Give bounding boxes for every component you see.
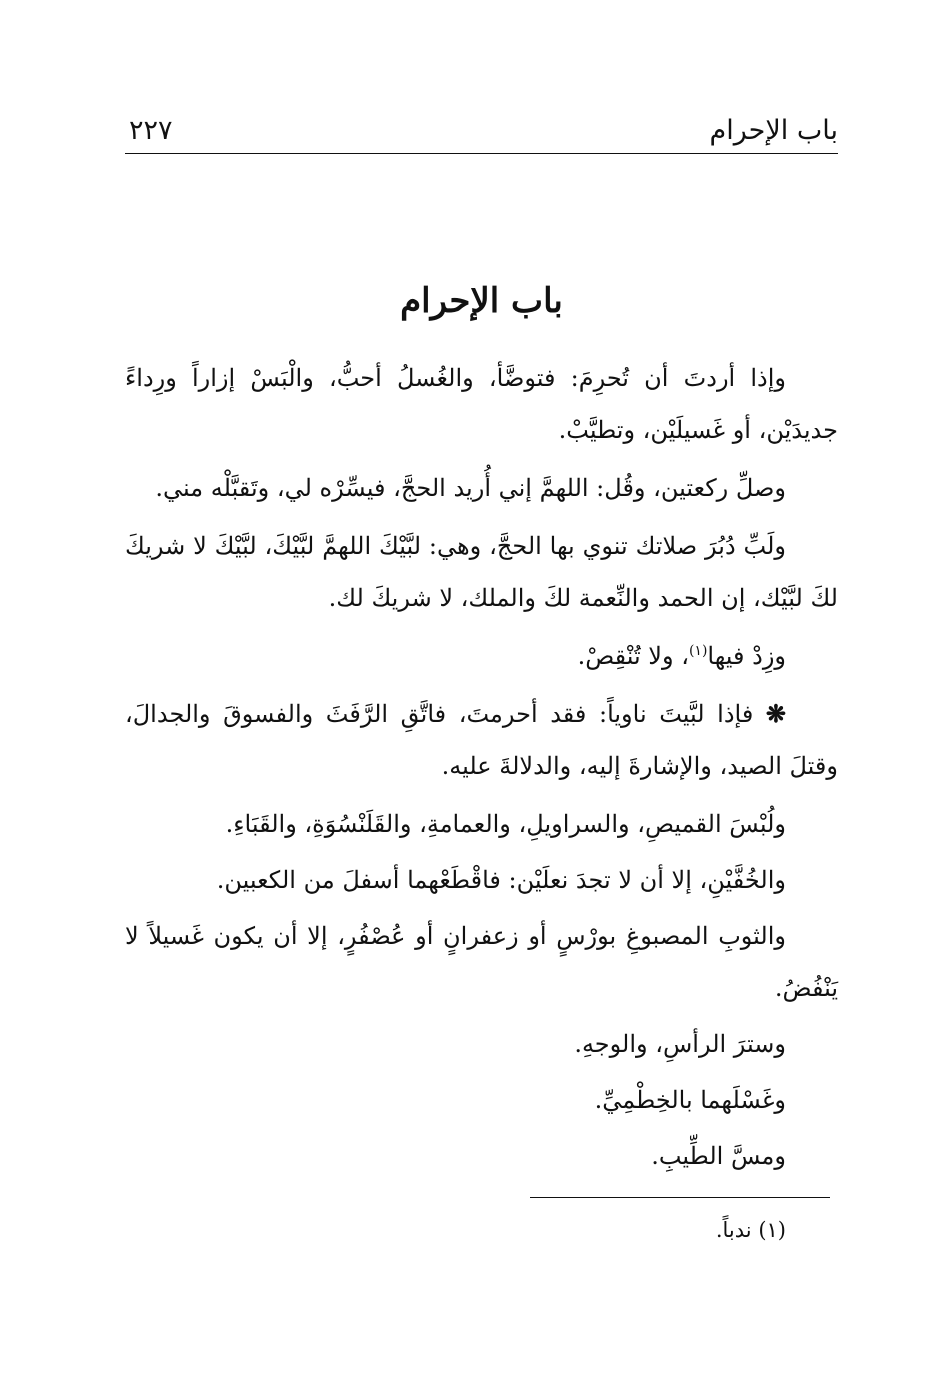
footnote-1: (١) ندباً.	[715, 1218, 786, 1242]
page-number: ٢٢٧	[129, 115, 173, 146]
running-title: باب الإحرام	[709, 115, 838, 146]
paragraph-ihram-preparation: وإذا أردتَ أن تُحرِمَ: فتوضَّأ، والغُسلُ أحبُّ، والْبَسْ إزاراً ورِداءً جديدَيْن، أو غَسيلَيْن، وتطيَّبْ.	[125, 364, 838, 444]
prohibition-perfume: ومسَّ الطِّيبِ.	[651, 1142, 786, 1170]
body-text	[125, 352, 838, 1186]
footnote-reference: (١)	[688, 643, 708, 659]
add-text: وزِدْ فيها	[707, 642, 786, 670]
prohibition-clothing: ولُبْسَ القميصِ، والسراويلِ، والعمامةِ، والقَلَنْسُوَةِ، والقَبَاءِ.	[225, 810, 786, 838]
paragraph-prayer-dua: وصلِّ ركعتين، وقُل: اللهمَّ إني أُريد الحجَّ، فيسِّرْه لي، وتَقبَّلْه مني.	[155, 474, 786, 502]
paragraph-after-talbiyah	[125, 688, 838, 792]
chapter-title: باب الإحرام	[400, 281, 563, 321]
prohibition-dyed-garment: والثوبِ المصبوغِ بورْسٍ أو زعفرانٍ أو عُصْفُرٍ، إلا أن يكون غَسيلاً لا يَنْفُضُ.	[125, 922, 838, 1002]
after-talbiyah-text: فإذا لبَّيتَ ناوياً: فقد أحرمتَ، فاتَّقِ الرَّفَثَ والفسوقَ والجدالَ، وقتلَ الصيد، والإشارةَ إليه، والدلالةَ عليه.	[125, 700, 838, 780]
paragraph-add-not-reduce	[125, 630, 838, 682]
prohibition-khuff: والخُفَّيْنِ، إلا أن لا تجدَ نعلَيْن: فاقْطَعْهما أسفلَ من الكعبين.	[216, 866, 786, 894]
prohibition-covering: وسترَ الرأسِ، والوجهِ.	[574, 1030, 786, 1058]
prohibition-khitmi: وغَسْلَهما بالخِطْمِيِّ.	[594, 1086, 786, 1114]
section-marker-icon: ❋	[765, 699, 786, 728]
footnote-divider	[530, 1197, 830, 1198]
add-text-end: ، ولا تُنْقِصْ.	[577, 642, 689, 670]
paragraph-talbiyah: ولَبِّ دُبُرَ صلاتك تنوي بها الحجَّ، وهي: لبَّيْكَ اللهمَّ لبَّيْكَ، لبَّيْكَ لا شريكَ لكَ لبَّيْك، إن الحمد والنِّعمة لكَ والملك، لا شريكَ لك.	[125, 532, 838, 612]
running-header	[125, 110, 838, 154]
header-divider	[125, 153, 838, 154]
footnotes	[125, 1214, 838, 1246]
